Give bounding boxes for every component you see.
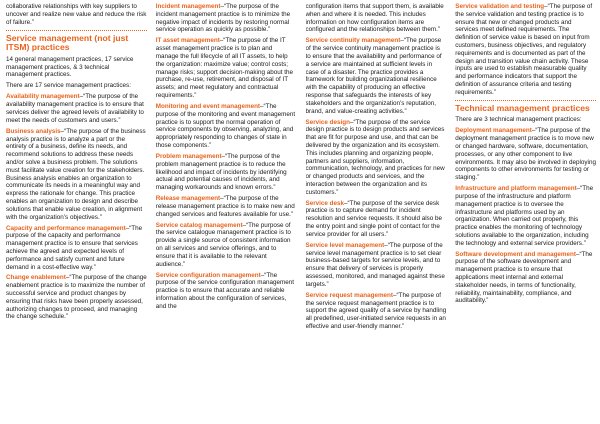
body-paragraph: There are 17 service management practices: [6,82,131,90]
practice-description: –“The purpose of the service continuity management practice is to ensure that the availability and performance of a service are maintained at sufficient levels in case of a disaster. The practice provides a framework for building organizational resilience with the capability of producing an effective response that safeguards the interests of key stakeholders and the organization’s reputation, brand, and value-creating activities.” [305,37,442,115]
practice-service-validation-and-testing [455,3,596,97]
practice-description: –“The purpose of the service configuration management practice is to ensure that accurate and reliable information about the configuration of services, and the [155,271,295,310]
text-column-2 [156,3,297,424]
practice-term: Release management [155,195,221,203]
practice-description: –“The purpose of the service validation and testing practice is to ensure that new or changed products and services meet defined requirements. The definition of service value is based on input from customers, business objectives, and regulatory requirements and is documented as part of the design and transition value chain activity. These inputs are used to establish measurable quality and performance indicators that support the definition of assurance criteria and testing requirements.” [455,3,593,96]
practice-service-continuity-management [306,37,447,115]
practice-service-desk [306,200,447,239]
text-column-1 [6,3,147,424]
practice-term: Monitoring and event management [155,102,261,110]
practice-term: Service level management [305,241,385,249]
practice-service-design [306,119,447,197]
practice-term: Software development and management [455,250,576,258]
practice-term: IT asset management [155,37,220,45]
practice-description: –“The purpose of the service design practice is to design products and services that are fit for purpose and use, and that can be delivered by the organization and its ecosystem. This includes planning and organizing people, partners and suppliers, information, communication, technology, and practices for new or changed products and services, and the interaction between the organization and its customers.” [305,118,445,196]
practice-description: –“The purpose of the business analysis practice is to analyze a part or the entirety of a business, define its needs, and recommend solutions to address these needs and/or solve a business problem. The solutions must facilitate value creation for the stakeholders. Business analysis enables an organization to communicate its needs in a meaningful way and express the rationale for change. This practice enables an organization to design and describe solutions that enable value creation, in alignment with the organization’s objectives.” [6,127,146,221]
practice-infrastructure-and-platform-management [455,185,596,247]
body-paragraph: configuration items that support them, is available when and where it is needed. This includes information on how configuration items are configured and the relationships between them.” [305,3,444,34]
practice-term: Service continuity management [305,37,401,45]
practice-term: Capacity and performance management [6,224,126,232]
practice-software-development-and-management [455,251,596,306]
practice-description: –“The purpose of the IT asset management practice is to plan and manage the full lifecycle of all IT assets, to help the organization: maximize value; control costs; manage risks; support decision-making about the purchase, re-use, retirement, and disposal of IT assets; and meet regulatory and contractual requirements.” [155,37,293,99]
practice-term: Service catalog management [155,221,243,229]
practice-term: Service desk [305,199,345,207]
practice-description: –“The purpose of the monitoring and event management practice is to support the normal operation of service components by observing, analyzing, and appropriately responding to changes of state in those components.” [155,102,296,149]
section-heading: Service management (not just ITSM) practices [6,32,129,53]
text-column-3 [306,3,447,424]
practice-description: –“The purpose of the capacity and performance management practice is to ensure that services achieve the agreed and expected levels of performance and satisfy current and future demand in a cost-effective way.” [6,224,143,271]
practice-description: –“The purpose of the service request management practice is to support the agreed quality of a service by handling all predefined, user-initiated service requests in an effective and user-friendly manner.” [305,291,447,331]
practice-term: Deployment management [455,127,532,135]
practice-term: Change enablement [6,274,66,282]
section-divider [455,100,596,101]
practice-description: –“The purpose of the software development and management practice is to ensure that applications meet internal and external stakeholder needs, in terms of functionality, reliability, maintainability, compliance, and auditability.” [455,250,593,305]
practice-service-catalog-management [156,222,297,269]
practice-release-management [156,195,297,218]
body-paragraph: 14 general management practices, 17 service management practices, & 3 technical management practices. [6,55,134,79]
practice-change-enablement [6,274,147,321]
practice-term: Availability management [6,93,80,101]
practice-availability-management [6,93,147,124]
body-paragraph: There are 3 technical management practices: [455,116,582,124]
practice-term: Business analysis [6,127,61,135]
practice-description: –“The purpose of the release management practice is to make new and changed services and features available for use.” [155,195,295,218]
practice-incident-management [156,3,297,34]
practice-term: Service design [305,118,350,126]
text-column-4 [455,3,596,424]
practice-description: –“The purpose of the availability management practice is to ensure that services deliver the agreed levels of availability to meet the needs of customers and users.” [6,93,144,124]
practice-term: Service request management [305,291,393,299]
practice-description: –“The purpose of the infrastructure and platform management practice is to oversee the infrastructure and platforms used by an organization. When carried out properly, this practice enables the monitoring of technology solutions available to the organization, including the technology and external service providers.” [455,185,594,247]
practice-term: Service validation and testing [455,3,545,10]
practice-description: –“The purpose of the service catalogue management practice is to provide a single source of consistent information on all services and service offerings, and to ensure that it is available to the relevant audience.” [155,221,291,268]
practice-description: –“The purpose of the incident management practice is to minimize the negative impact of incidents by restoring normal service operation as quickly as possible.” [155,3,291,34]
practice-capacity-and-performance-management [6,225,147,272]
body-paragraph: collaborative relationships with key suppliers to uncover and realize new value and reduce the risk of failure.” [6,3,147,26]
practice-description: –“The purpose of the service desk practice is to capture demand for incident resolution and service requests. It should also be the entry point and single point of contact for the service provider for all users.” [305,199,443,238]
practice-problem-management [156,153,297,192]
section-divider [6,30,147,31]
practice-description: –“The purpose of the deployment management practice is to move new or changed hardware, software, documentation, processes, or any other component to live environments. It may also be involved in deploying components to other environments for testing or staging.” [455,127,596,182]
practice-service-level-management [306,242,447,289]
practice-deployment-management [455,127,596,182]
practice-term: Incident management [155,3,221,10]
practice-term: Service configuration management [155,271,261,279]
practice-description: –“The purpose of the change enablement practice is to maximize the number of successful service and product changes by ensuring that risks have been properly assessed, authorizing changes to proceed, and managing the change schedule.” [6,274,147,321]
practice-business-analysis [6,128,147,222]
practice-it-asset-management [156,37,297,99]
section-heading: Technical management practices [455,102,590,113]
practice-service-request-management [306,292,447,331]
practice-description: –“The purpose of the problem management practice is to reduce the likelihood and impact of incidents by identifying actual and potential causes of incidents, and managing workarounds and known errors.” [155,152,287,192]
practice-term: Infrastructure and platform management [455,185,577,193]
practice-service-configuration-management [156,272,297,311]
practice-description: –“The purpose of the service level management practice is to set clear business-based targets for service levels, and to ensure that delivery of services is properly assessed, monitored, and managed against these targets.” [305,241,445,288]
practice-monitoring-and-event-management [156,103,297,150]
practice-term: Problem management [155,152,222,160]
